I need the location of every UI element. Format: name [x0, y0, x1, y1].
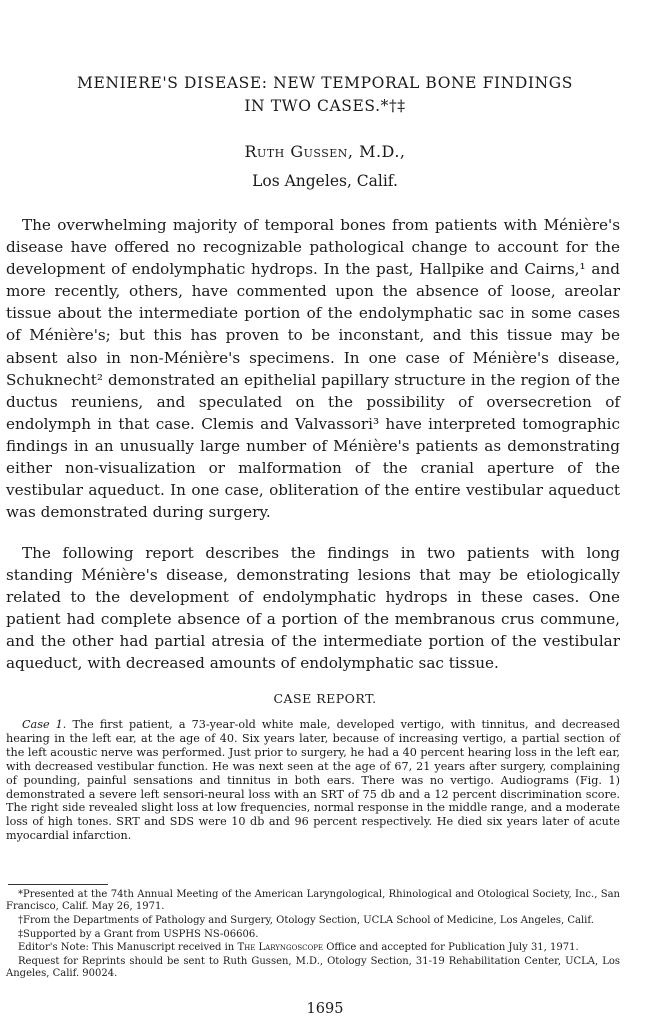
- case-text: The first patient, a 73-year-old white male, developed vertigo, with tinnitus, and decreased hearing in the left ear, at the age of 40. Six years later, because of increasing vertigo, a partial section of the left acoustic nerve was performed. Just prior to surgery, he had a 40 percent hearing loss in the left ear, with decreased vestibular function. He was next seen at the age of 67, 21 years after surgery, complaining of pounding, painful sensations and tinnitus in both ears. There was no vertigo. Audiograms (Fig. 1) demonstrated a severe left sensori-neural loss with an SRT of 75 db and a 12 percent discrimination score. The right side revealed slight loss at low frequencies, normal response in the middle range, and a moderate loss of high tones. SRT and SDS were 10 db and 96 percent respectively. He died six years later of acute myocardial infarction.: [6, 718, 620, 843]
- body-paragraph-1: The overwhelming majority of temporal bones from patients with Ménière's disease have offered no recognizable pathological change to account for the development of endolymphatic hydrops. In the past, Hallpike and Cairns,¹ and more recently, others, have commented upon the absence of loose, areolar tissue about the intermediate portion of the endolymphatic sac in some cases of Ménière's; but this has proven to be inconstant, and this tissue may be absent also in non-Ménière's specimens. In one case of Ménière's disease, Schuknecht² demonstrated an epithelial papillary structure in the region of the ductus reuniens, and speculated on the possibility of oversecretion of endolymph in that case. Clemis and Valvassori³ have interpreted tomographic findings in an unusually large number of Ménière's patients as demonstrating either non-visualization or malformation of the cranial aperture of the vestibular aqueduct. In one case, obliteration of the entire vestibular aqueduct was demonstrated during surgery.: [6, 216, 620, 522]
- footnote-departments: †From the Departments of Pathology and Surgery, Otology Section, UCLA School of Medicine, Los Angeles, Calif.: [18, 914, 594, 926]
- footnote-presented: *Presented at the 74th Annual Meeting of the American Laryngological, Rhinological and Otological Society, Inc., San Francisco, Calif. May 26, 1971.: [6, 889, 620, 913]
- title-line-1: MENIERE'S DISEASE: NEW TEMPORAL BONE FINDINGS: [77, 74, 573, 92]
- footnote-editors-note: Editor's Note: This Manuscript received in The Laryngoscope Office and accepted for Publication July 31, 1971.: [18, 942, 579, 954]
- article-title: [0, 72, 650, 118]
- journal-name: The Laryngoscope: [237, 942, 324, 954]
- author-location: Los Angeles, Calif.: [252, 172, 398, 190]
- footnote-divider: [8, 884, 108, 885]
- footnote-reprints: Request for Reprints should be sent to Ruth Gussen, M.D., Otology Section, 31-19 Rehabilitation Center, UCLA, Los Angeles, Calif. 90024.: [6, 956, 620, 980]
- title-line-2: IN TWO CASES.*†‡: [244, 97, 406, 115]
- body-paragraph-2: The following report describes the findings in two patients with long standing Ménière's disease, demonstrating lesions that may be etiologically related to the development of endolymphatic hydrops in these cases. One patient had complete absence of a portion of the membranous crus commune, and the other had partial atresia of the intermediate portion of the vestibular aqueduct, with decreased amounts of endolymphatic sac tissue.: [6, 544, 620, 673]
- footnotes: [6, 889, 620, 982]
- case-report-heading: CASE REPORT.: [273, 691, 377, 706]
- author-name: Ruth Gussen, M.D.,: [244, 142, 406, 161]
- case-label: Case 1.: [22, 718, 67, 731]
- footnote-grant: ‡Supported by a Grant from USPHS NS-06606.: [18, 928, 259, 940]
- page-number: 1695: [306, 1001, 344, 1017]
- case-1-paragraph: [6, 718, 620, 843]
